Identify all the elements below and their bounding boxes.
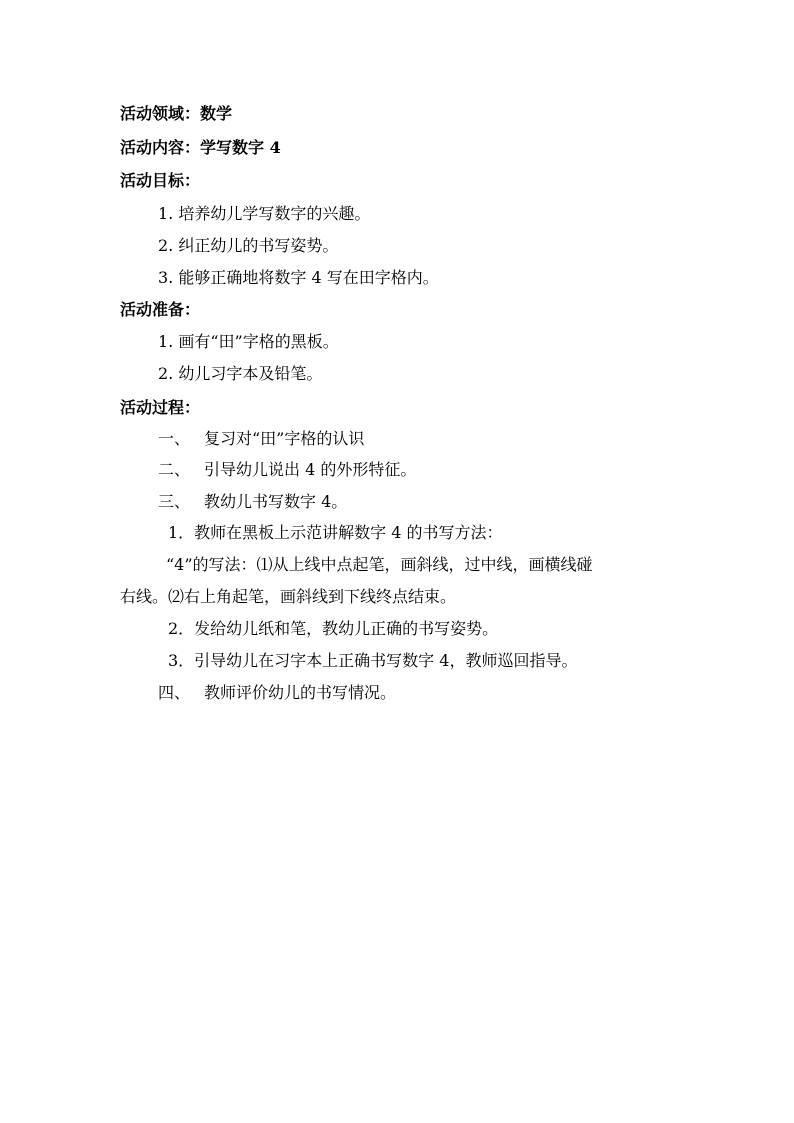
process-step-4 [158,683,396,703]
preparation-heading: 活动准备： [120,300,201,319]
process-step-2-text: 引导幼儿说出 4 的外形特征。 [204,460,417,479]
process-substep-2: 2．发给幼儿纸和笔，教幼儿正确的书写姿势。 [168,619,499,638]
goals-heading: 活动目标： [120,171,201,190]
process-substep-1: 1．教师在黑板上示范讲解数字 4 的书写方法： [168,523,503,542]
process-step-3-text: 教幼儿书写数字 4。 [204,492,348,511]
process-substep-3: 3．引导幼儿在习字本上正确书写数字 4，教师巡回指导。 [168,651,578,670]
activity-content-line [120,138,281,158]
goal-item-3: 3. 能够正确地将数字 4 写在田字格内。 [158,268,439,287]
method-line-1: “4”的写法：⑴从上线中点起笔，画斜线，过中线，画横线碰 [166,555,593,574]
process-step-3-number: 三、 [158,492,191,511]
goal-item-2: 2. 纠正幼儿的书写姿势。 [158,236,339,255]
process-step-1 [158,429,364,449]
activity-domain-line [120,104,232,124]
preparation-item-2: 2. 幼儿习字本及铅笔。 [158,364,323,383]
process-step-2-number: 二、 [158,460,191,479]
method-line-2: 右线。⑵右上角起笔，画斜线到下线终点结束。 [120,587,457,606]
activity-domain-label: 活动领域： [120,104,201,123]
process-step-1-text: 复习对“田”字格的认识 [204,429,365,448]
process-step-1-number: 一、 [158,429,191,448]
process-step-2 [158,460,416,480]
activity-domain-value: 数学 [200,104,233,123]
process-step-3 [158,492,347,512]
process-step-4-text: 教师评价幼儿的书写情况。 [204,683,397,702]
process-step-4-number: 四、 [158,683,191,702]
preparation-item-1: 1. 画有“田”字格的黑板。 [158,332,339,351]
goal-item-1: 1. 培养幼儿学写数字的兴趣。 [158,204,371,223]
activity-content-value: 学写数字 4 [200,138,281,157]
process-heading: 活动过程： [120,398,201,417]
activity-content-label: 活动内容： [120,138,201,157]
